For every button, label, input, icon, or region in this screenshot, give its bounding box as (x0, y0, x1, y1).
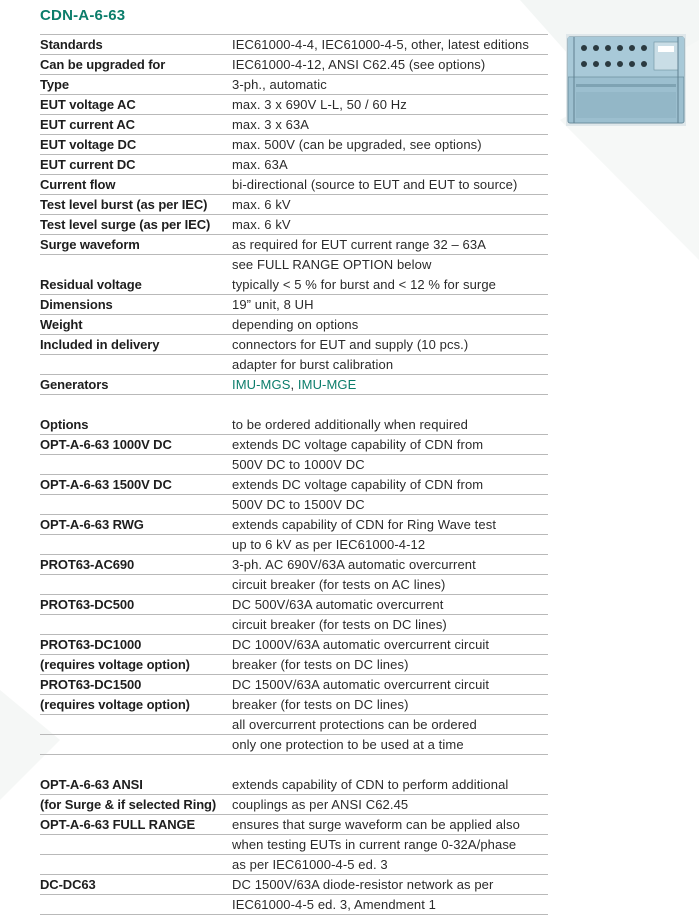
link-separator: , (290, 377, 298, 392)
spec-row (40, 795, 548, 815)
spec-value: depending on options (232, 317, 359, 332)
spec-value: connectors for EUT and supply (10 pcs.) (232, 337, 469, 352)
spec-value: IEC61000-4-5 ed. 3, Amendment 1 (232, 897, 437, 912)
spec-label: Residual voltage (40, 277, 142, 292)
spec-value: max. 6 kV (232, 217, 291, 232)
spec-value: max. 3 x 63A (232, 117, 310, 132)
spec-row (40, 775, 548, 795)
spec-row (40, 335, 548, 355)
spec-value: IEC61000-4-12, ANSI C62.45 (see options) (232, 57, 486, 72)
spec-row (40, 455, 548, 475)
spec-table (40, 34, 548, 915)
spec-row (40, 295, 548, 315)
spec-row (40, 735, 548, 755)
spec-row (40, 135, 548, 155)
spec-row (40, 695, 548, 715)
spec-row (40, 715, 548, 735)
spec-value: DC 1000V/63A automatic overcurrent circuit (232, 637, 490, 652)
spec-value: up to 6 kV as per IEC61000-4-12 (232, 537, 426, 552)
spec-label: (requires voltage option) (40, 697, 190, 712)
spec-value: extends DC voltage capability of CDN from (232, 477, 484, 492)
spec-row (40, 75, 548, 95)
spec-label: DC-DC63 (40, 877, 96, 892)
spec-label: Weight (40, 317, 83, 332)
spec-row (40, 475, 548, 495)
spec-label: EUT current DC (40, 157, 136, 172)
spec-row (40, 635, 548, 655)
spec-row (40, 575, 548, 595)
spec-row (40, 195, 548, 215)
spec-label: Can be upgraded for (40, 57, 166, 72)
spec-label: Options (40, 417, 89, 432)
spec-label: EUT voltage DC (40, 137, 137, 152)
spec-row (40, 675, 548, 695)
spec-row (40, 415, 548, 435)
spec-value: DC 500V/63A automatic overcurrent (232, 597, 444, 612)
spec-row (40, 535, 548, 555)
spec-row (40, 235, 548, 255)
spec-label: PROT63-DC500 (40, 597, 135, 612)
generator-link[interactable]: IMU-MGS (232, 377, 291, 392)
spec-gap (40, 755, 548, 775)
spec-row (40, 34, 548, 55)
spec-row (40, 215, 548, 235)
spec-value: extends DC voltage capability of CDN from (232, 437, 484, 452)
spec-value: breaker (for tests on DC lines) (232, 697, 409, 712)
spec-label: PROT63-AC690 (40, 557, 135, 572)
product-photo (566, 34, 686, 126)
spec-value: couplings as per ANSI C62.45 (232, 797, 409, 812)
generator-link[interactable]: IMU-MGE (297, 377, 357, 392)
spec-value: max. 500V (can be upgraded, see options) (232, 137, 482, 152)
spec-value: only one protection to be used at a time (232, 737, 464, 752)
spec-label: OPT-A-6-63 FULL RANGE (40, 817, 196, 832)
spec-row (40, 595, 548, 615)
spec-label: Dimensions (40, 297, 113, 312)
spec-row (40, 835, 548, 855)
spec-row (40, 355, 548, 375)
spec-row (40, 495, 548, 515)
spec-row (40, 555, 548, 575)
spec-label: Type (40, 77, 69, 92)
spec-value: adapter for burst calibration (232, 357, 394, 372)
spec-label: OPT-A-6-63 RWG (40, 517, 144, 532)
spec-value: all overcurrent protections can be ordered (232, 717, 477, 732)
spec-row (40, 655, 548, 675)
spec-label: EUT current AC (40, 117, 135, 132)
spec-value: extends capability of CDN for Ring Wave test (232, 517, 497, 532)
page-title: CDN-A-6-63 (40, 7, 126, 24)
spec-value: see FULL RANGE OPTION below (232, 257, 432, 272)
spec-value: 500V DC to 1000V DC (232, 457, 365, 472)
spec-value: DC 1500V/63A automatic overcurrent circuit (232, 677, 490, 692)
spec-label: OPT-A-6-63 ANSI (40, 777, 143, 792)
spec-value: 3-ph. AC 690V/63A automatic overcurrent (232, 557, 476, 572)
spec-row (40, 855, 548, 875)
spec-value: bi-directional (source to EUT and EUT to source) (232, 177, 518, 192)
spec-row (40, 375, 548, 395)
spec-row (40, 435, 548, 455)
spec-row (40, 875, 548, 895)
spec-value: DC 1500V/63A diode-resistor network as per (232, 877, 494, 892)
spec-label: Surge waveform (40, 237, 140, 252)
spec-label: Test level burst (as per IEC) (40, 197, 208, 212)
spec-label: Current flow (40, 177, 116, 192)
spec-row (40, 615, 548, 635)
spec-row (40, 515, 548, 535)
spec-label: OPT-A-6-63 1500V DC (40, 477, 172, 492)
spec-label: PROT63-DC1000 (40, 637, 142, 652)
spec-value: when testing EUTs in current range 0-32A/phase (232, 837, 517, 852)
spec-row (40, 55, 548, 75)
spec-row (40, 315, 548, 335)
spec-value: extends capability of CDN to perform additional (232, 777, 509, 792)
spec-row (40, 255, 548, 275)
spec-value: max. 3 x 690V L-L, 50 / 60 Hz (232, 97, 407, 112)
spec-label: Test level surge (as per IEC) (40, 217, 211, 232)
spec-label: Standards (40, 37, 103, 52)
spec-row (40, 895, 548, 915)
spec-label: (for Surge & if selected Ring) (40, 797, 217, 812)
spec-row (40, 95, 548, 115)
spec-row (40, 155, 548, 175)
spec-value: circuit breaker (for tests on DC lines) (232, 617, 447, 632)
spec-label: PROT63-DC1500 (40, 677, 142, 692)
spec-value: typically < 5 % for burst and < 12 % for surge (232, 277, 497, 292)
spec-label: Included in delivery (40, 337, 160, 352)
spec-value: to be ordered additionally when required (232, 417, 468, 432)
spec-value: 500V DC to 1500V DC (232, 497, 365, 512)
spec-label: (requires voltage option) (40, 657, 190, 672)
spec-gap (40, 395, 548, 415)
spec-row (40, 115, 548, 135)
spec-value: 19” unit, 8 UH (232, 297, 314, 312)
spec-value (232, 375, 356, 394)
spec-row (40, 175, 548, 195)
spec-value: as per IEC61000-4-5 ed. 3 (232, 857, 388, 872)
spec-row (40, 275, 548, 295)
spec-value: as required for EUT current range 32 – 63A (232, 237, 486, 252)
spec-value: breaker (for tests on DC lines) (232, 657, 409, 672)
spec-value: circuit breaker (for tests on AC lines) (232, 577, 446, 592)
spec-value: ensures that surge waveform can be applied also (232, 817, 520, 832)
spec-row (40, 815, 548, 835)
spec-value: max. 6 kV (232, 197, 291, 212)
spec-label: Generators (40, 377, 109, 392)
spec-value: IEC61000-4-4, IEC61000-4-5, other, latest editions (232, 37, 529, 52)
spec-value: max. 63A (232, 157, 288, 172)
spec-label: OPT-A-6-63 1000V DC (40, 437, 172, 452)
spec-value: 3-ph., automatic (232, 77, 327, 92)
spec-label: EUT voltage AC (40, 97, 136, 112)
